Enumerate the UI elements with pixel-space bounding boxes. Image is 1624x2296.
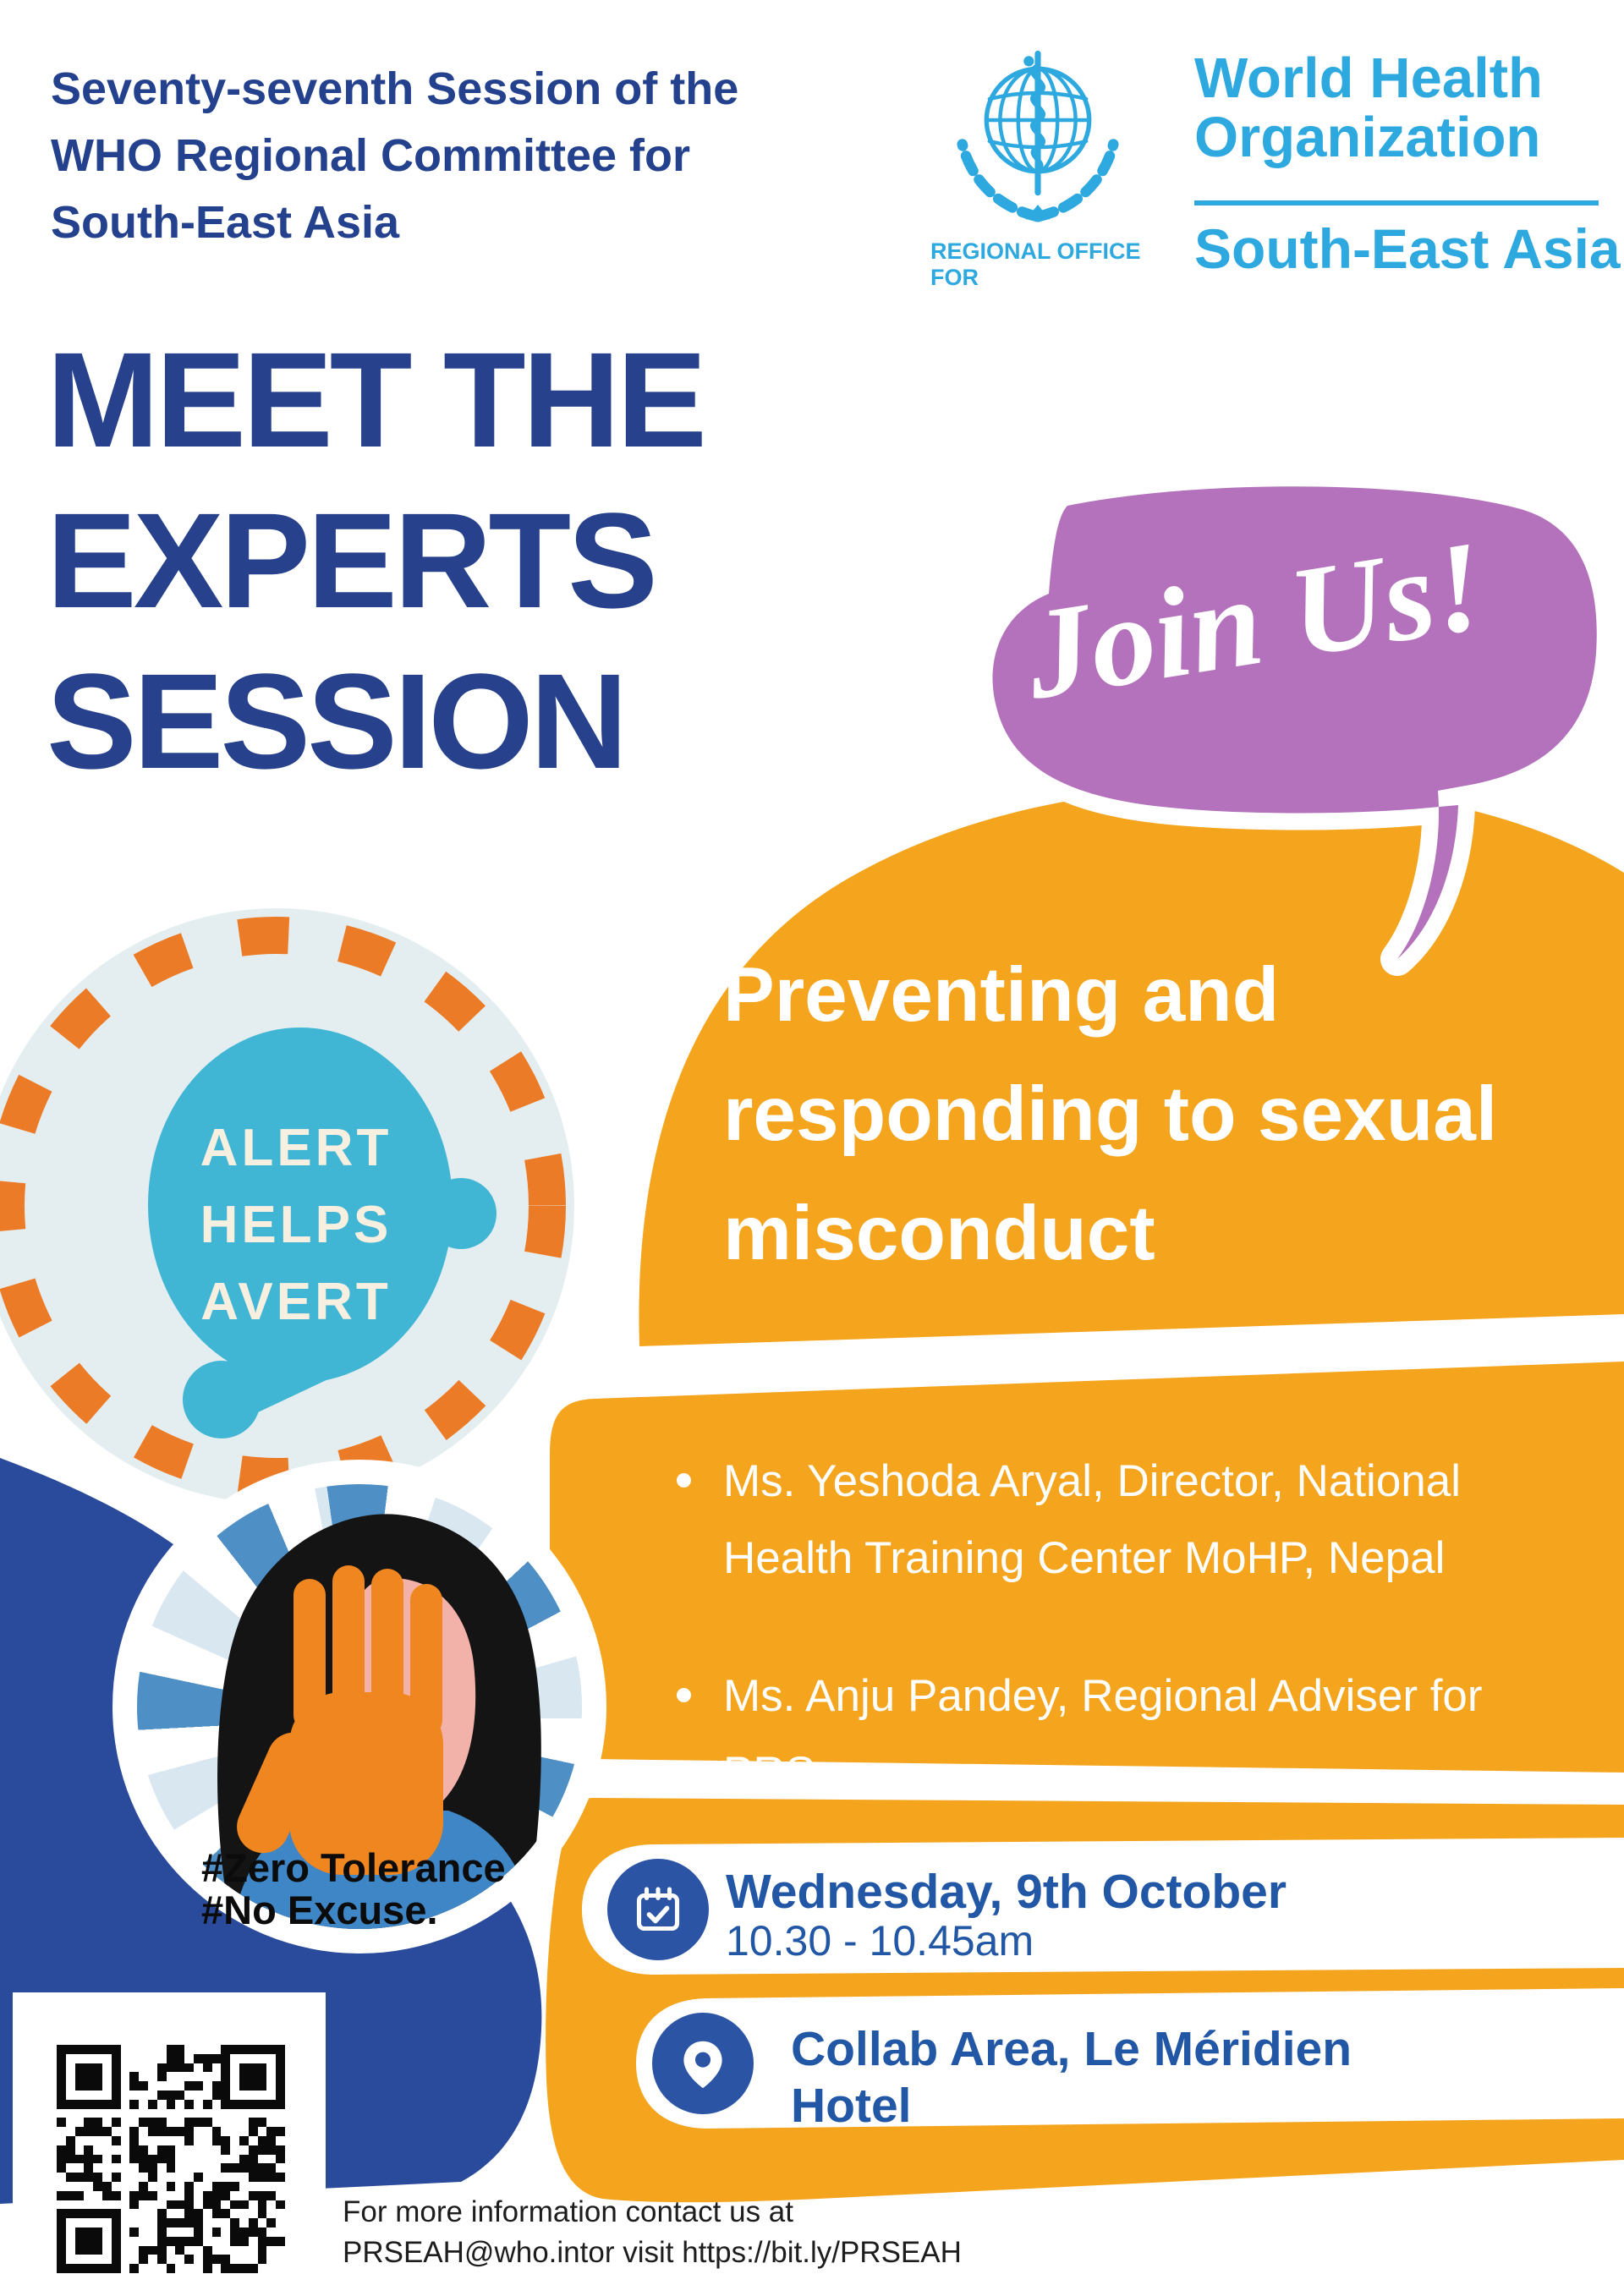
qr-code [57, 2045, 285, 2273]
badge-line: HELPS [200, 1196, 392, 1254]
join-us-text: Join Us! [1016, 513, 1494, 726]
session-time: 10.30 - 10.45am [726, 1917, 1034, 1964]
bullet-dot [677, 1688, 691, 1702]
kicker-line: WHO Regional Committee for [51, 130, 691, 181]
bullet-dot [677, 1473, 691, 1488]
kicker-line: Seventy-seventh Session of the [51, 63, 739, 114]
session-topic [723, 935, 1569, 1293]
footer-contact [343, 2192, 962, 2273]
speaker-item [670, 1443, 1583, 1597]
who-office-prefix: REGIONAL OFFICE FOR [930, 238, 1141, 290]
badge-line: ALERT [200, 1119, 392, 1177]
title-line: SESSION [47, 645, 625, 797]
who-divider [1194, 200, 1599, 205]
footer-line: For more information contact us at [343, 2195, 793, 2228]
speaker-item [670, 1658, 1583, 1811]
who-org-name-line2: Organization [1194, 106, 1541, 169]
badge-line: AVERT [200, 1273, 392, 1331]
who-region: South-East Asia [1194, 217, 1621, 280]
topic-line: Preventing and [723, 952, 1280, 1038]
venue-line: Hotel [791, 2079, 912, 2133]
alert-badge-text [127, 1110, 465, 1340]
speaker-line: Ms. Yeshoda Aryal, Director, National [723, 1456, 1462, 1506]
qr-card [13, 1992, 326, 2296]
hashtag-line: #Zero Tolerance [201, 1845, 506, 1890]
hashtags [201, 1847, 506, 1932]
venue-line: Collab Area, Le Méridien [791, 2022, 1352, 2076]
title-line: EXPERTS [47, 485, 655, 636]
session-venue [791, 2021, 1352, 2134]
speaker-line: Ms. Anju Pandey, Regional Adviser for PRS [723, 1671, 1483, 1798]
who-org-name-line1: World Health [1194, 47, 1543, 110]
title-line: MEET THE [47, 324, 704, 475]
footer-line: PRSEAH@who.intor visit https://bit.ly/PRSEAH [343, 2236, 962, 2269]
topic-line: misconduct [723, 1191, 1155, 1276]
map-pin-icon [652, 2013, 754, 2114]
kicker-line: South-East Asia [51, 197, 400, 248]
speaker-list [670, 1443, 1583, 1811]
session-date: Wednesday, 9th October [726, 1865, 1287, 1919]
topic-line: responding to sexual [723, 1071, 1498, 1157]
page-title [47, 320, 892, 802]
kicker [51, 56, 880, 256]
speaker-line: Health Training Center MoHP, Nepal [723, 1533, 1446, 1583]
who-emblem-icon [929, 36, 1147, 247]
hashtag-line: #No Excuse. [201, 1888, 438, 1932]
calendar-icon [607, 1859, 709, 1960]
